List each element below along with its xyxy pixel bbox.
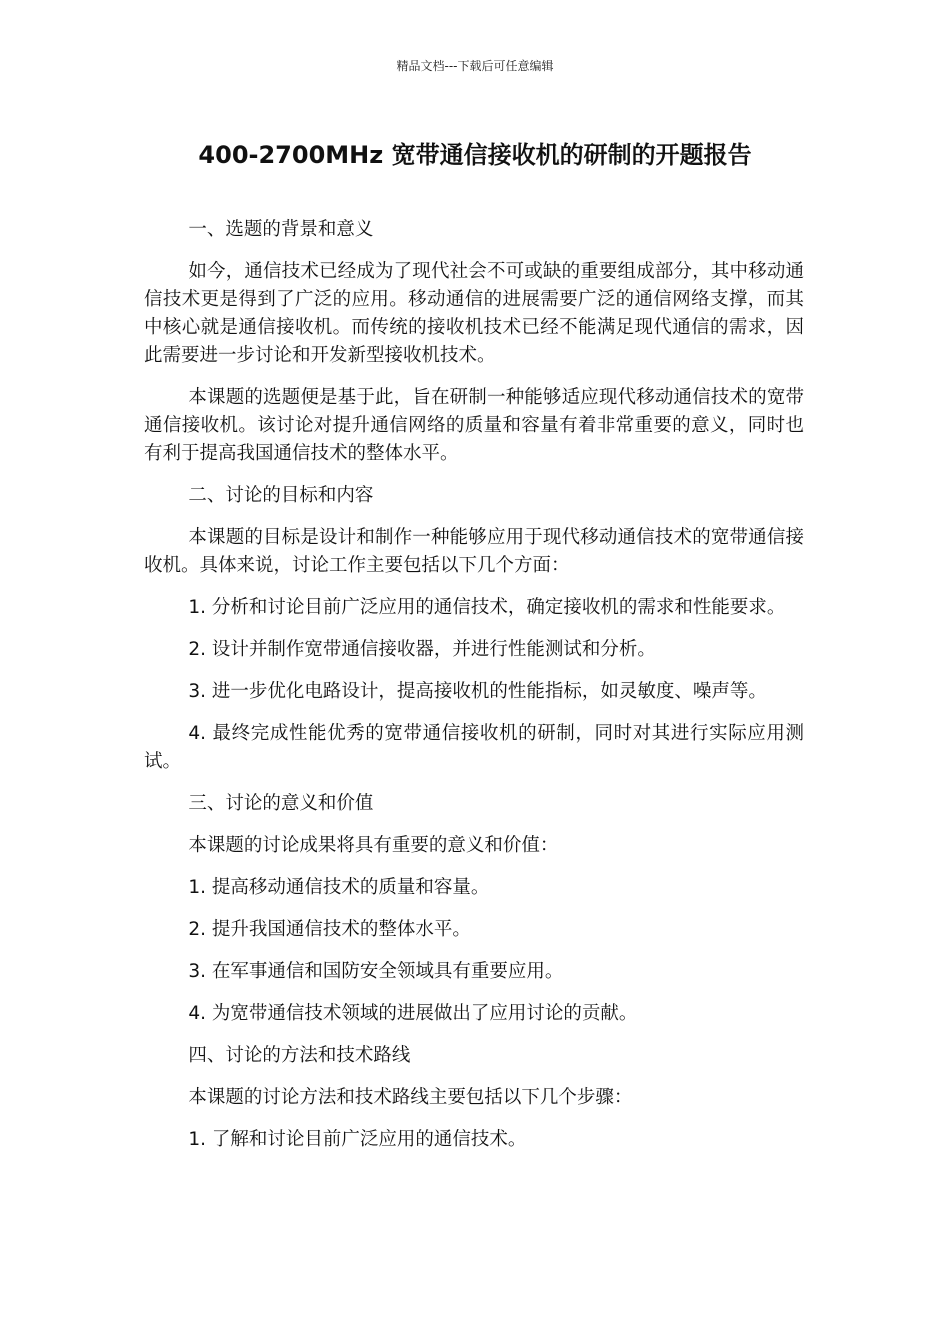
list-item: 1. 分析和讨论目前广泛应用的通信技术，确定接收机的需求和性能要求。 xyxy=(188,597,786,618)
paragraph: 本课题的选题便是基于此，旨在研制一种能够适应现代移动通信技术的宽带通信接收机。该讨论对提升通信网络的质量和容量有着非常重要的意义，同时也有利于提高我国通信技术的整体水平。 xyxy=(144,387,804,464)
list-item: 2. 提升我国通信技术的整体水平。 xyxy=(188,919,471,940)
list-item: 3. 在军事通信和国防安全领域具有重要应用。 xyxy=(188,961,564,982)
section-heading: 三、讨论的意义和价值 xyxy=(188,793,374,814)
list-item: 1. 提高移动通信技术的质量和容量。 xyxy=(188,877,490,898)
document-body xyxy=(144,216,804,1168)
list-item: 4. 最终完成性能优秀的宽带通信接收机的研制，同时对其进行实际应用测试。 xyxy=(144,723,804,772)
paragraph: 本课题的目标是设计和制作一种能够应用于现代移动通信技术的宽带通信接收机。具体来说，讨论工作主要包括以下几个方面： xyxy=(144,527,804,576)
document-title: 400-2700MHz 宽带通信接收机的研制的开题报告 xyxy=(198,141,752,169)
section-heading: 一、选题的背景和意义 xyxy=(188,219,374,240)
section-heading: 四、讨论的方法和技术路线 xyxy=(188,1045,411,1066)
list-item: 3. 进一步优化电路设计，提高接收机的性能指标，如灵敏度、噪声等。 xyxy=(188,681,767,702)
paragraph: 本课题的讨论成果将具有重要的意义和价值： xyxy=(188,835,559,856)
header-note: 精品文档---下载后可任意编辑 xyxy=(396,59,554,73)
paragraph: 如今，通信技术已经成为了现代社会不可或缺的重要组成部分，其中移动通信技术更是得到了广泛的应用。移动通信的进展需要广泛的通信网络支撑，而其中核心就是通信接收机。而传统的接收机技术已经不能满足现代通信的需求，因此需要进一步讨论和开发新型接收机技术。 xyxy=(144,261,804,366)
list-item: 2. 设计并制作宽带通信接收器，并进行性能测试和分析。 xyxy=(188,639,656,660)
list-item: 4. 为宽带通信技术领域的进展做出了应用讨论的贡献。 xyxy=(188,1003,638,1024)
section-heading: 二、讨论的目标和内容 xyxy=(188,485,374,506)
list-item: 1. 了解和讨论目前广泛应用的通信技术。 xyxy=(188,1129,527,1150)
paragraph: 本课题的讨论方法和技术路线主要包括以下几个步骤： xyxy=(188,1087,633,1108)
